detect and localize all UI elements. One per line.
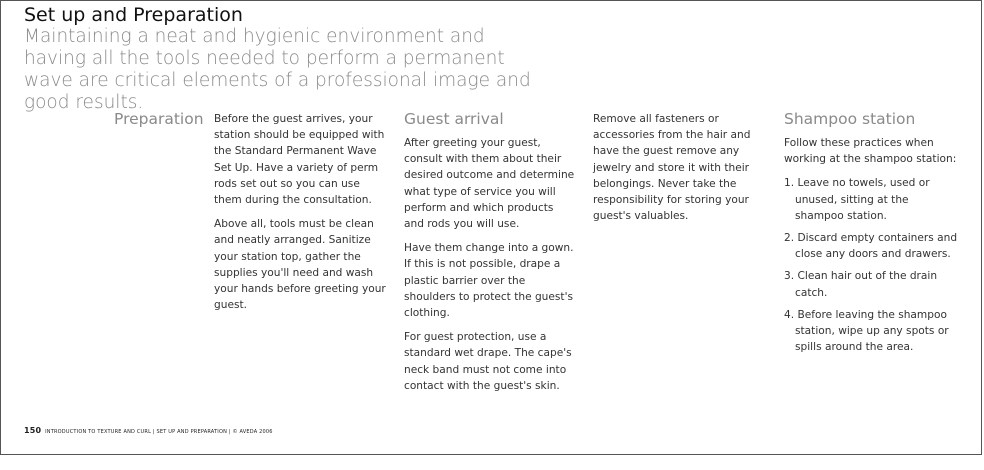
guest-arrival-paragraph-4: Remove all fasteners or accessories from the hair and have the guest remove any jewelry and store it with their belongings. Never take the responsibility for storing your guest's valuables. [593,113,751,223]
page-title: Set up and Preparation [24,4,243,26]
list-item: 4. Before leaving the shampoo station, wipe up any spots or spills around the area. [784,308,949,354]
list-item: 1. Leave no towels, used or unused, sitting at the shampoo station. [784,177,930,222]
list-item: 3. Clean hair out of the drain catch. [784,270,938,299]
page-footer [24,426,273,435]
shampoo-station-heading: Shampoo station [784,110,916,128]
guest-arrival-paragraph-3: For guest protection, use a standard wet drape. The cape's neck band must not come into contact with the guest's skin. [404,331,572,392]
page-number: 150 [24,426,42,435]
page-subtitle: Maintaining a neat and hygienic environment and having all the tools needed to perform a permanent wave are critical elements of a professional image and good results. [24,26,531,113]
guest-arrival-heading: Guest arrival [404,110,504,128]
preparation-paragraph-1: Before the guest arrives, your station should be equipped with the Standard Permanent Wave Set Up. Have a variety of perm rods set out so you can use them during the consultation. [214,113,385,207]
shampoo-station-intro: Follow these practices when working at the shampoo station: [784,137,957,166]
guest-arrival-paragraph-2: Have them change into a gown. If this is not possible, drape a plastic barrier over the shoulders to protect the guest's clothing. [404,242,574,320]
list-item: 2. Discard empty containers and close any doors and drawers. [784,232,958,261]
preparation-paragraph-2: Above all, tools must be clean and neatly arranged. Sanitize your station top, gather the supplies you'll need and wash your hands before greeting your guest. [214,218,386,312]
shampoo-station-column [784,109,959,361]
guest-arrival-paragraph-1: After greeting your guest, consult with them about their desired outcome and determine what type of service you will perform and which products and rods you will use. [404,137,575,231]
footer-text: INTRODUCTION TO TEXTURE AND CURL | SET UP AND PREPARATION | © AVEDA 2006 [45,429,273,435]
section-label-preparation: Preparation [114,110,204,128]
shampoo-steps-list [784,175,959,355]
preparation-column [214,111,386,321]
guest-arrival-column [404,109,576,402]
guest-arrival-continued-column [593,111,761,232]
